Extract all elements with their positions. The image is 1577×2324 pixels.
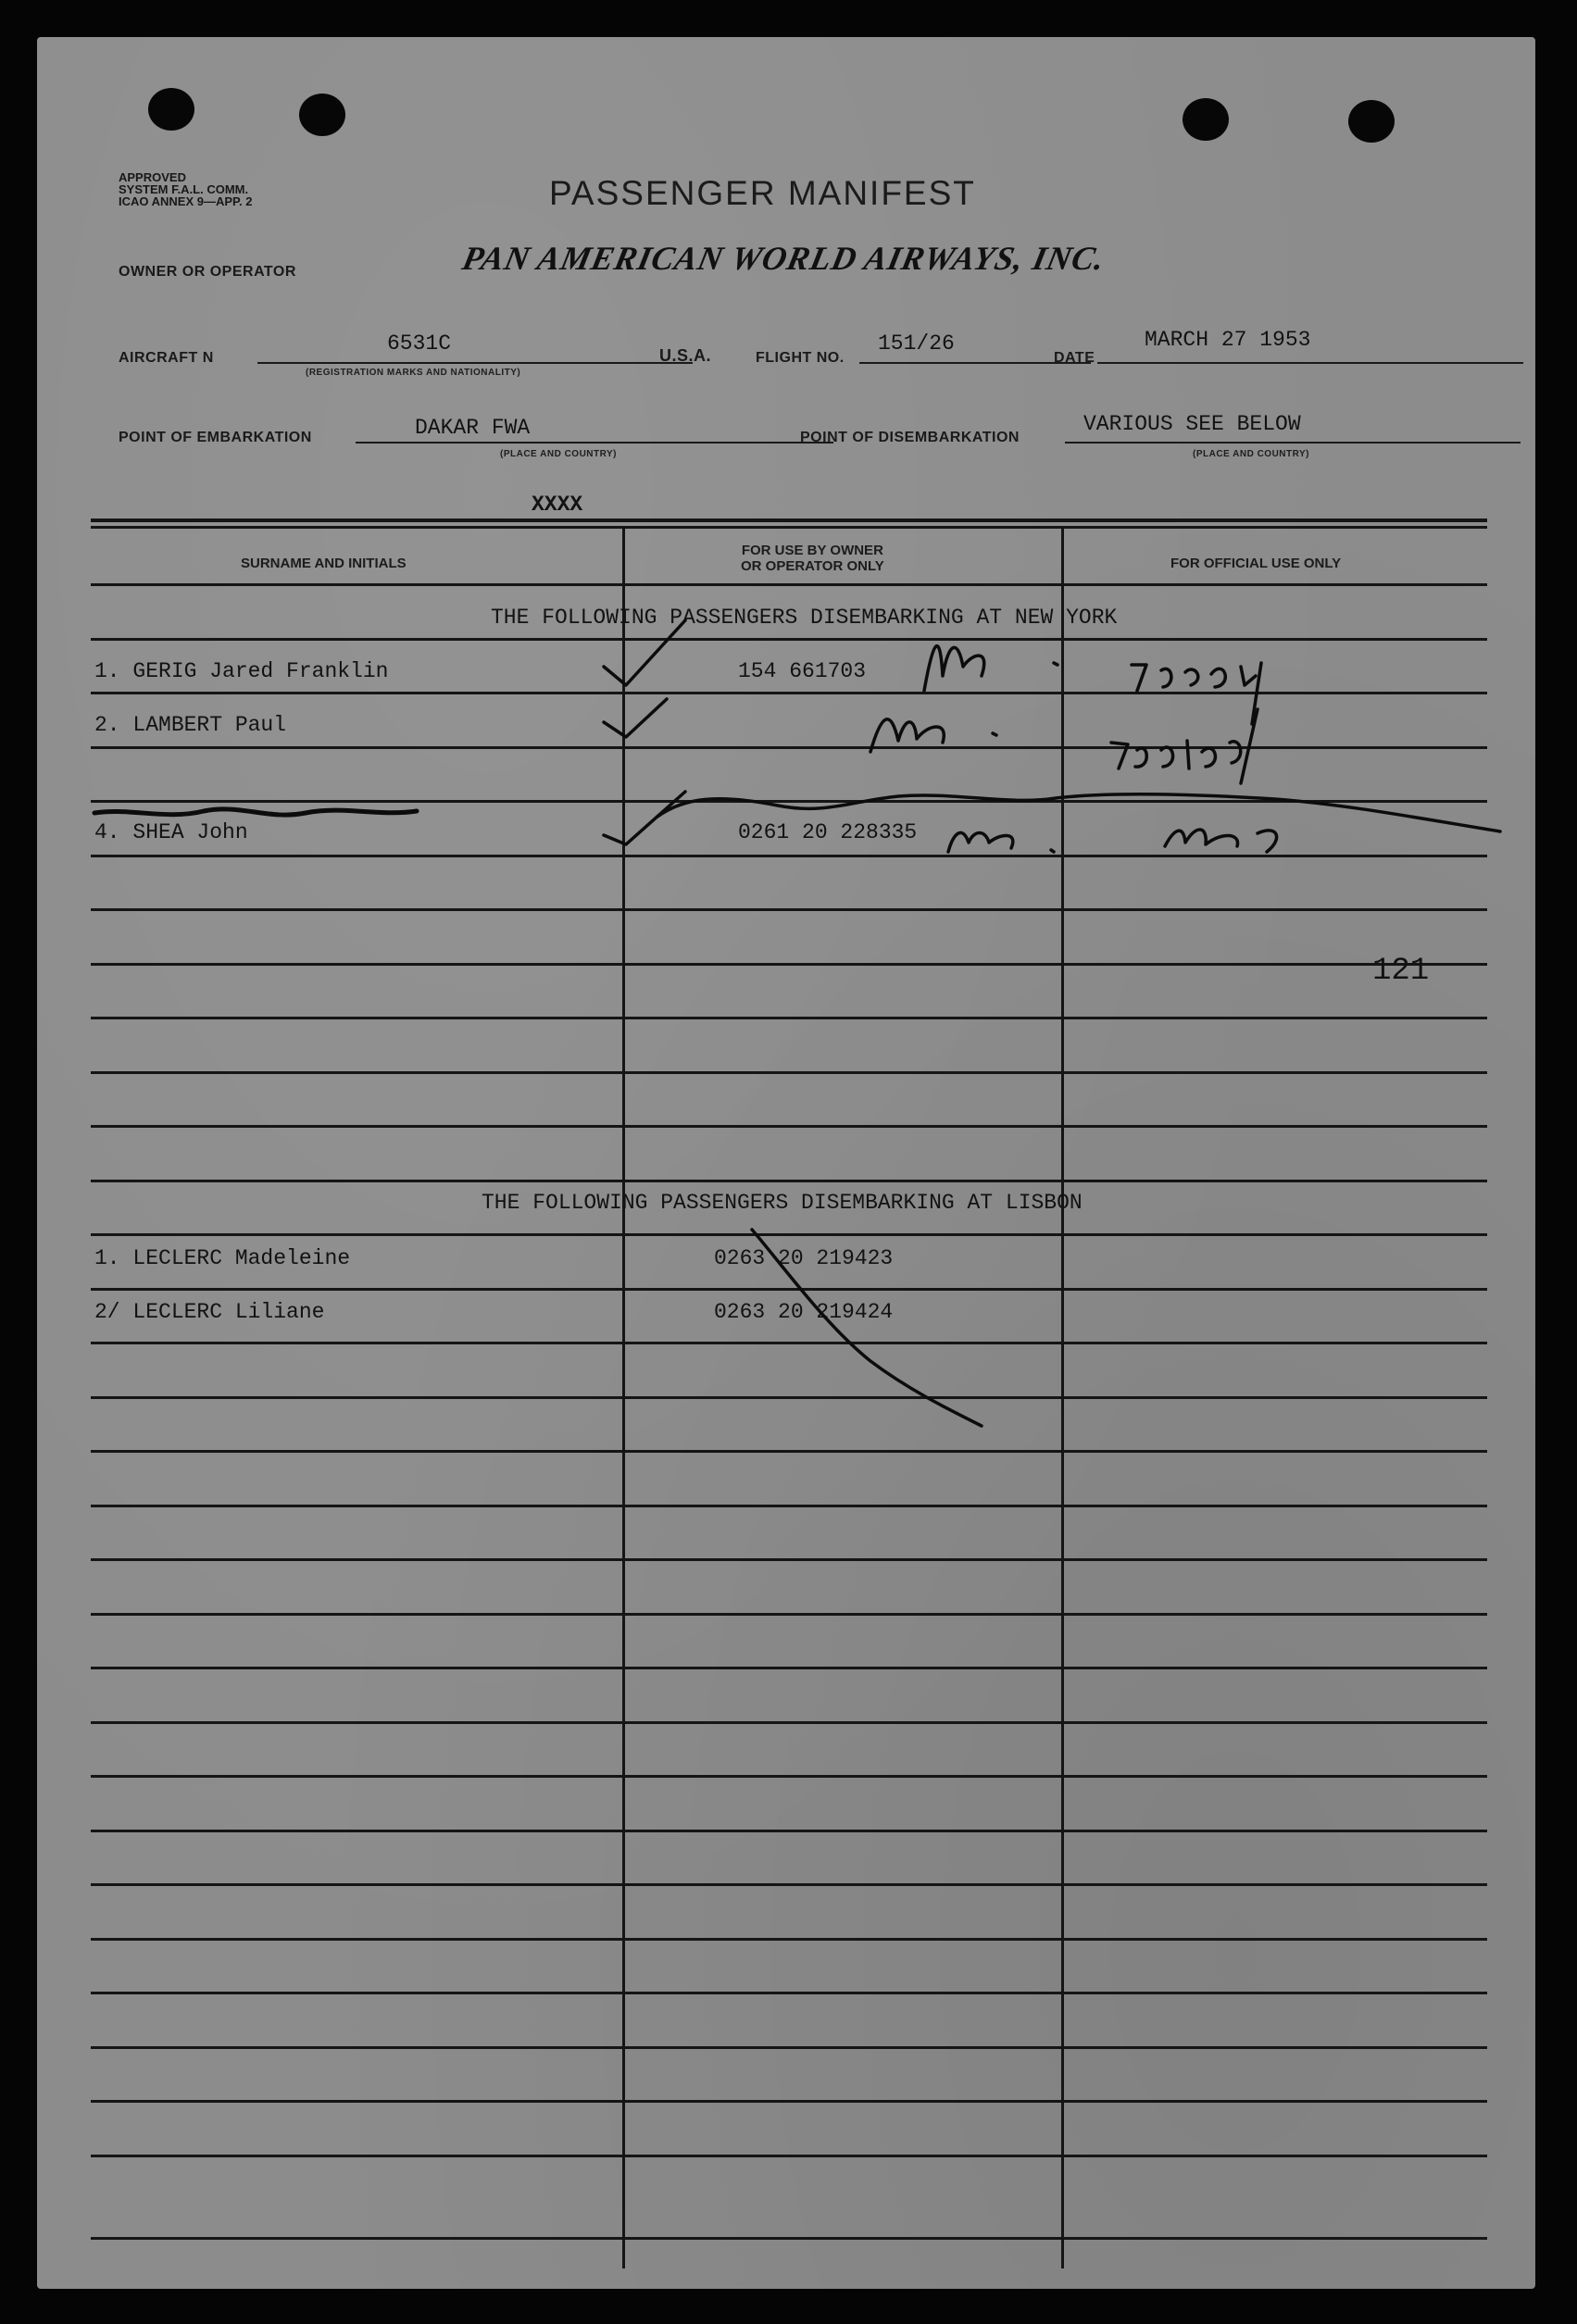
operator-number: 0263 20 219424 — [714, 1300, 894, 1324]
embarkation-value: DAKAR FWA — [415, 416, 531, 440]
initials-scribble — [870, 719, 996, 752]
date-label: DATE — [1054, 350, 1095, 366]
initials-scribble — [948, 832, 1054, 852]
section-heading: THE FOLLOWING PASSENGERS DISEMBARKING AT LISBON — [482, 1191, 1083, 1215]
page-number: 121 — [1372, 954, 1430, 989]
disembarkation-caption: (PLACE AND COUNTRY) — [1193, 449, 1309, 459]
flight-label: FLIGHT NO. — [756, 350, 845, 366]
official-number — [1132, 663, 1261, 724]
struck-mark: XXXX — [532, 493, 583, 517]
airline-name: PAN AMERICAN WORLD AIRWAYS, INC. — [458, 240, 1109, 277]
aircraft-label: AIRCRAFT N — [119, 350, 214, 366]
passenger-name: 2/ LECLERC Liliane — [94, 1300, 325, 1324]
nationality: U.S.A. — [659, 346, 712, 365]
owner-label: OWNER OR OPERATOR — [119, 264, 296, 280]
embarkation-label: POINT OF EMBARKATION — [119, 430, 312, 445]
section-heading: THE FOLLOWING PASSENGERS DISEMBARKING AT NEW YORK — [491, 606, 1118, 630]
aircraft-value: 6531C — [387, 331, 452, 356]
passenger-name: 1. GERIG Jared Franklin — [94, 659, 389, 683]
check-mark — [604, 620, 685, 685]
approval-line: ICAO ANNEX 9—APP. 2 — [119, 194, 253, 208]
diagonal-mark — [752, 1230, 982, 1426]
manifest-sheet — [37, 37, 1535, 2289]
handwriting-layer — [37, 37, 1535, 2289]
initials-scribble — [924, 646, 1058, 691]
column-header-operator-line: OR OPERATOR ONLY — [741, 558, 884, 574]
flight-value: 151/26 — [878, 331, 955, 356]
initials-scribble — [1165, 830, 1277, 852]
disembarkation-label: POINT OF DISEMBARKATION — [800, 430, 1020, 445]
check-mark — [604, 792, 685, 844]
operator-number: 154 661703 — [738, 659, 867, 683]
strike-through-wave — [657, 794, 1500, 831]
aircraft-caption: (REGISTRATION MARKS AND NATIONALITY) — [306, 368, 521, 378]
approval-line: APPROVED — [119, 170, 186, 184]
passenger-name: 2. LAMBERT Paul — [94, 713, 287, 737]
date-value: MARCH 27 1953 — [1145, 328, 1311, 352]
passenger-name: 1. LECLERC Madeleine — [94, 1246, 351, 1270]
struck-name-scribble — [94, 809, 417, 815]
passenger-name: 4. SHEA John — [94, 820, 248, 844]
page-title: PASSENGER MANIFEST — [549, 174, 976, 212]
operator-number: 0261 20 228335 — [738, 820, 918, 844]
embarkation-caption: (PLACE AND COUNTRY) — [500, 449, 617, 459]
column-header-official: FOR OFFICIAL USE ONLY — [1170, 556, 1342, 571]
column-header-operator-line: FOR USE BY OWNER — [741, 543, 883, 558]
disembarkation-value: VARIOUS SEE BELOW — [1083, 412, 1301, 436]
check-mark — [604, 699, 667, 737]
operator-number: 0263 20 219423 — [714, 1246, 894, 1270]
column-header-surname: SURNAME AND INITIALS — [241, 556, 407, 571]
approval-line: SYSTEM F.A.L. COMM. — [119, 182, 249, 196]
official-number — [1111, 709, 1258, 783]
